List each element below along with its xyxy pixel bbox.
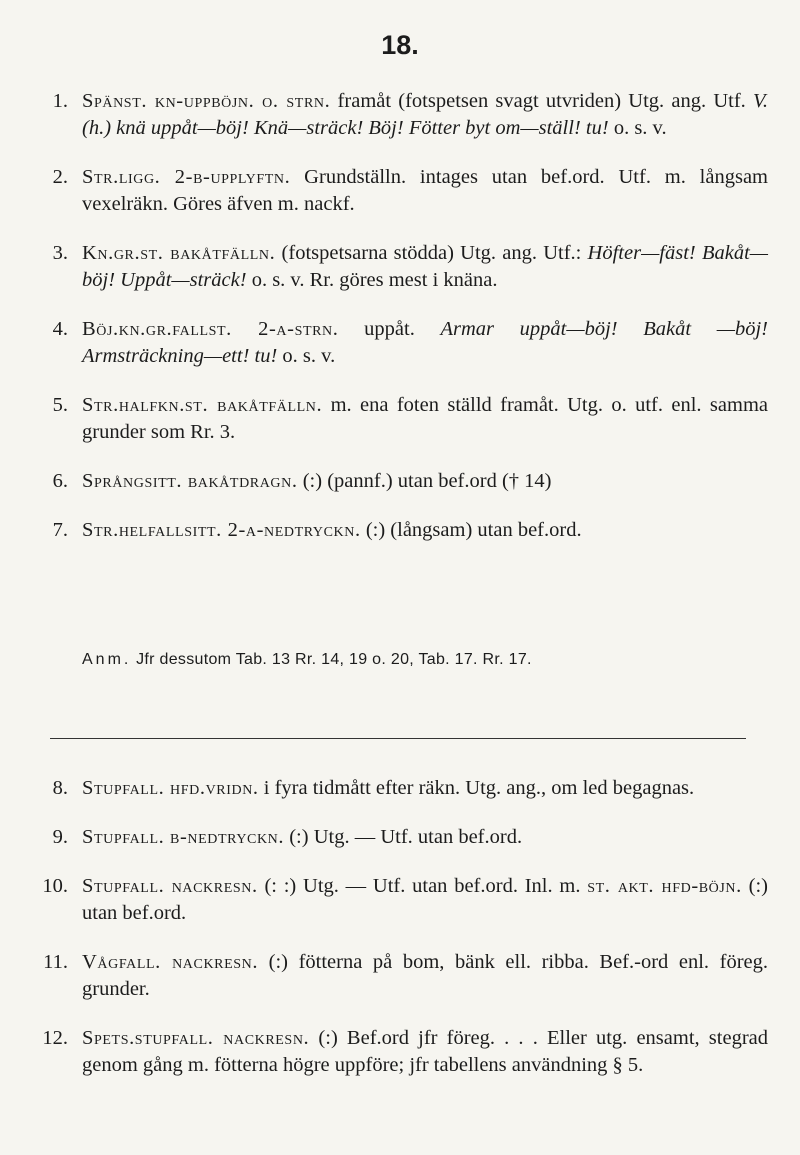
entry-text: (:) fötterna på bom, bänk ell. ribba. Bef.-ord enl. föreg. grunder. xyxy=(82,951,768,1000)
command-text: V. (h.) knä uppåt—böj! Knä—sträck! Böj! Fötter byt om—ställ! tu! xyxy=(82,90,769,139)
entries-block-lower xyxy=(38,775,768,1101)
entry-text: (:) Bef.ord jfr föreg. . . . Eller utg. ensamt, stegrad genom gång m. fötterna högre uppföre; jfr tabellens användning § 5. xyxy=(82,1027,768,1076)
entry-text: m. ena foten ställd framåt. Utg. o. utf. enl. samma grunder som Rr. 3. xyxy=(82,394,768,443)
exercise-name: Str.halfkn.st. bakåtfälln. xyxy=(82,394,323,416)
entry-text: (:) (pannf.) utan bef.ord († 14) xyxy=(297,470,552,492)
entry-number: 8. xyxy=(52,777,68,799)
entry-number: 2. xyxy=(52,166,68,188)
entry-number: 7. xyxy=(52,519,68,541)
exercise-name: Vågfall. nackresn. xyxy=(82,951,259,973)
exercise-entry xyxy=(38,316,768,370)
note-text: Jfr dessutom Tab. 13 Rr. 14, 19 o. 20, Tab. 17. Rr. 17. xyxy=(131,651,532,668)
exercise-entry xyxy=(38,164,768,218)
entry-number: 11. xyxy=(43,951,68,973)
entry-number: 3. xyxy=(52,242,68,264)
exercise-entry xyxy=(38,517,768,544)
exercise-name: Stupfall. hfd.vridn. xyxy=(82,777,259,799)
exercise-entry xyxy=(38,240,768,294)
exercise-entry xyxy=(38,949,768,1003)
exercise-name: Kn.gr.st. bakåtfälln. xyxy=(82,242,276,264)
exercise-name: Str.ligg. 2-b-upplyftn. xyxy=(82,166,291,188)
exercise-name: Stupfall. nackresn. xyxy=(82,875,258,897)
exercise-entry xyxy=(38,775,768,802)
entry-text: i fyra tidmått efter räkn. Utg. ang., om led begagnas. xyxy=(258,777,695,799)
entry-text: (:) Utg. — Utf. utan bef.ord. xyxy=(284,826,523,848)
command-text: Armar uppåt—böj! Bakåt —böj! Armsträckning—ett! tu! xyxy=(82,318,769,367)
entry-text: Grundställn. intages utan bef.ord. Utf. m. långsam vexelräkn. Göres äfven m. nackf. xyxy=(82,166,768,215)
command-text: Höfter—fäst! Bakåt—böj! Uppåt—sträck! xyxy=(82,242,768,291)
exercise-name: Spets.stupfall. nackresn. xyxy=(82,1027,310,1049)
exercise-entry xyxy=(38,468,768,495)
note-label: Anm. xyxy=(82,651,132,668)
exercise-name: Böj.kn.gr.fallst. 2-a-strn. xyxy=(82,318,339,340)
exercise-entry xyxy=(38,824,768,851)
entry-text: o. s. v. xyxy=(277,345,336,367)
exercise-name: st. akt. hfd-böjn. xyxy=(587,875,742,897)
exercise-name: Str.helfallsitt. 2-a-nedtryckn. xyxy=(82,519,361,541)
annotation-note xyxy=(82,651,532,669)
entry-text: (:) (långsam) utan bef.ord. xyxy=(360,519,582,541)
entry-number: 10. xyxy=(42,875,68,897)
entry-text: o. s. v. xyxy=(608,117,667,139)
exercise-entry xyxy=(38,873,768,927)
entry-number: 5. xyxy=(52,394,68,416)
entry-number: 12. xyxy=(42,1027,68,1049)
entry-text: framåt (fotspetsen svagt utvriden) Utg. ang. Utf. xyxy=(330,90,753,112)
entry-text: (:) utan bef.ord. xyxy=(82,875,768,924)
entry-number: 9. xyxy=(52,826,68,848)
horizontal-rule xyxy=(50,738,746,739)
exercise-name: Spänst. kn-uppböjn. o. strn. xyxy=(82,90,331,112)
entry-number: 1. xyxy=(52,90,68,112)
entry-text: (: :) Utg. — Utf. utan bef.ord. Inl. m. xyxy=(257,875,588,897)
entry-text: o. s. v. Rr. göres mest i knäna. xyxy=(246,269,498,291)
entry-number: 6. xyxy=(52,470,68,492)
exercise-entry xyxy=(38,1025,768,1079)
exercise-entry xyxy=(38,392,768,446)
page-number: 18. xyxy=(381,30,419,60)
exercise-name: Språngsitt. bakåtdragn. xyxy=(82,470,298,492)
exercise-name: Stupfall. b-nedtryckn. xyxy=(82,826,285,848)
exercise-entry xyxy=(38,88,768,142)
entry-text: uppåt. xyxy=(338,318,441,340)
entry-number: 4. xyxy=(52,318,68,340)
entry-text: (fotspetsarna stödda) Utg. ang. Utf.: xyxy=(275,242,588,264)
entries-block-upper xyxy=(38,88,768,566)
